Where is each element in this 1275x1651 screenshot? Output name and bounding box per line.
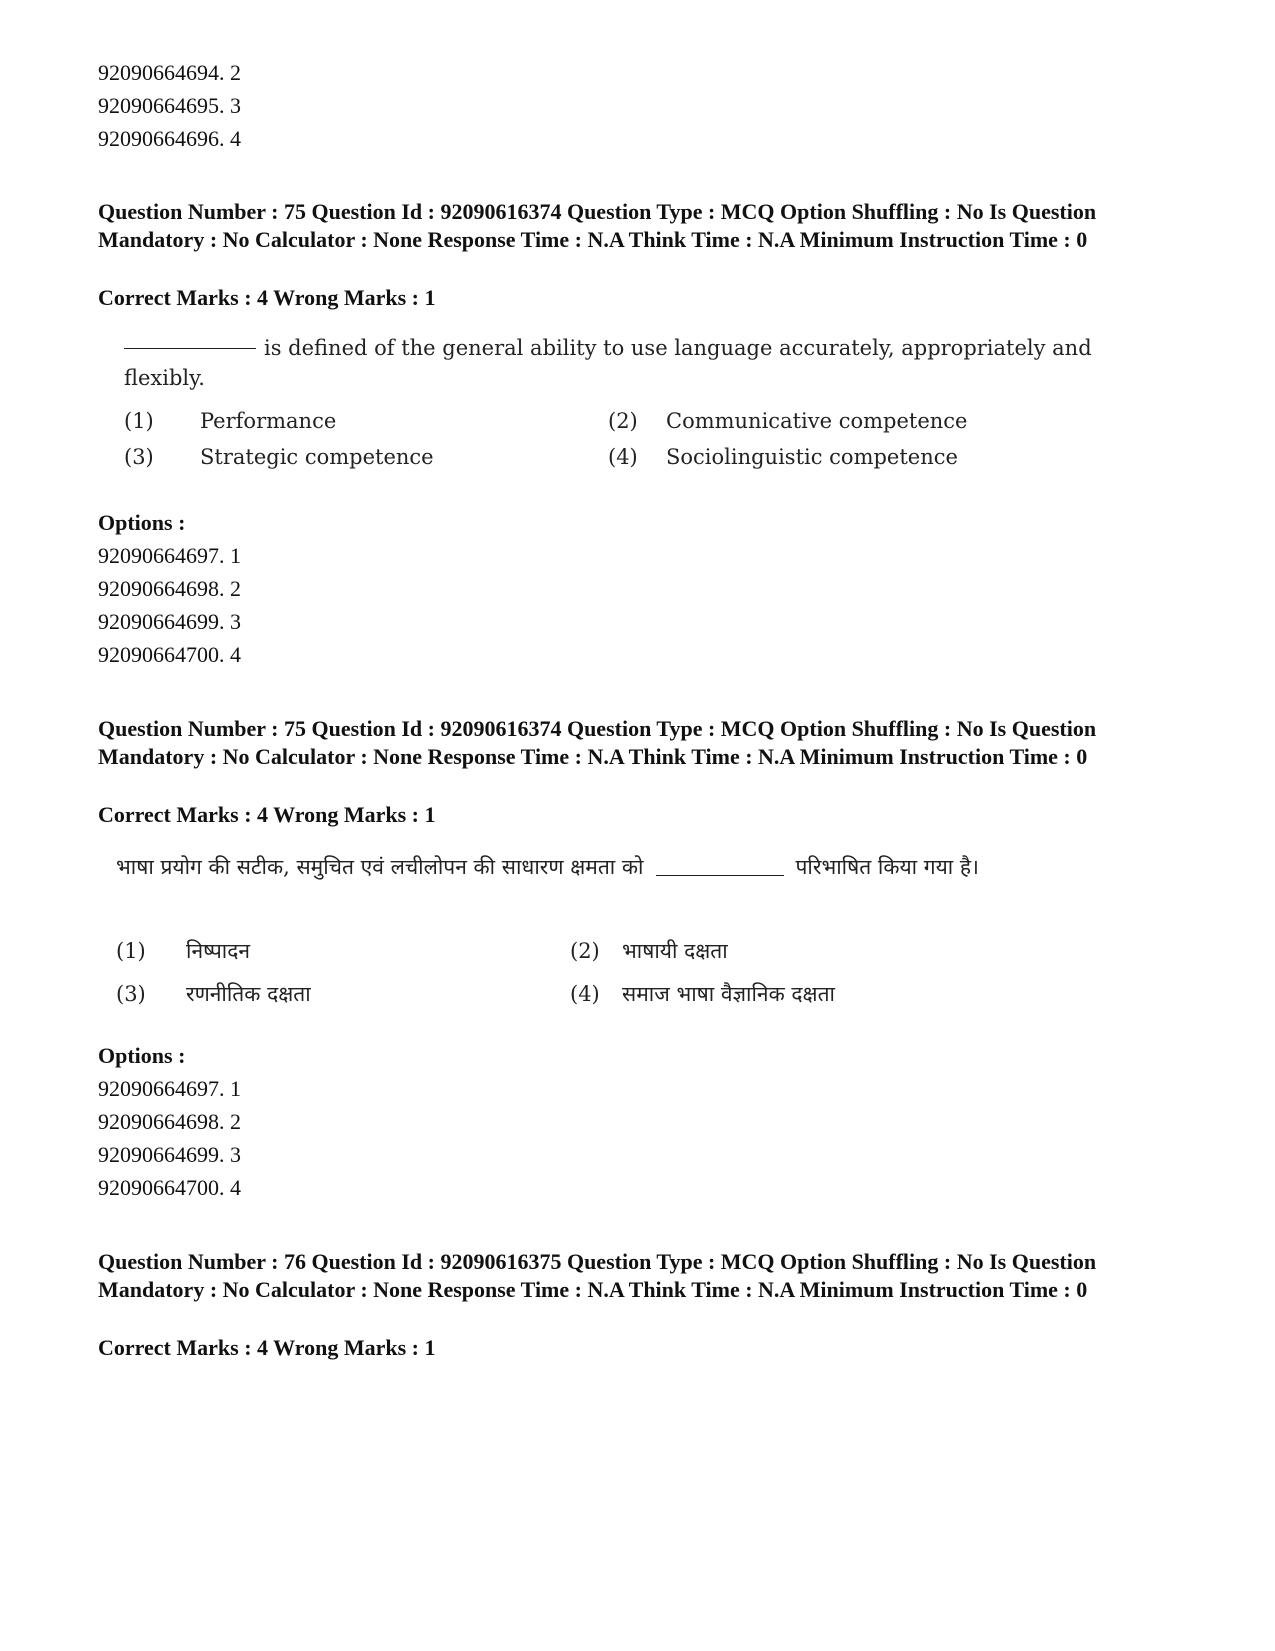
choice-4 xyxy=(608,444,958,470)
choice-1 xyxy=(124,408,336,434)
question-text xyxy=(116,850,1076,884)
choice-3 xyxy=(116,981,311,1007)
options-label: Options : xyxy=(98,510,186,535)
choice-text: रणनीतिक दक्षता xyxy=(186,982,311,1006)
option-line: 92090664696. 4 xyxy=(98,126,241,151)
answer-blank xyxy=(124,348,256,349)
option-line: 92090664700. 4 xyxy=(98,642,241,667)
question-statement-start: भाषा प्रयोग की सटीक, समुचित एवं लचीलोपन की साधारण क्षमता को xyxy=(116,855,644,879)
option-line: 92090664699. 3 xyxy=(98,1142,241,1167)
choice-number: (3) xyxy=(116,982,146,1006)
choice-text: भाषायी दक्षता xyxy=(622,939,728,963)
choice-number: (4) xyxy=(608,445,638,469)
question-header: Question Number : 76 Question Id : 92090616375 Question Type : MCQ Option Shuffling : No Is Question Mandatory : No Calculator : None Response Time : N.A Think Time : N.A Minimum Instruction Time : 0 xyxy=(98,1249,1097,1302)
choice-4 xyxy=(570,981,835,1007)
choice-text: Communicative competence xyxy=(666,409,968,433)
question-header: Question Number : 75 Question Id : 92090616374 Question Type : MCQ Option Shuffling : No Is Question Mandatory : No Calculator : None Response Time : N.A Think Time : N.A Minimum Instruction Time : 0 xyxy=(98,716,1097,769)
choice-text: निष्पादन xyxy=(186,939,251,963)
marks-line: Correct Marks : 4 Wrong Marks : 1 xyxy=(98,285,436,310)
question-text xyxy=(124,333,1114,393)
question-statement-end: परिभाषित किया गया है। xyxy=(795,855,979,879)
option-line: 92090664697. 1 xyxy=(98,1076,241,1101)
choice-number: (3) xyxy=(124,445,154,469)
option-line: 92090664698. 2 xyxy=(98,576,241,601)
option-line: 92090664699. 3 xyxy=(98,609,241,634)
option-line: 92090664697. 1 xyxy=(98,543,241,568)
choice-number: (2) xyxy=(608,409,638,433)
choice-number: (1) xyxy=(124,409,154,433)
option-line: 92090664695. 3 xyxy=(98,93,241,118)
choice-text: समाज भाषा वैज्ञानिक दक्षता xyxy=(622,982,835,1006)
question-header: Question Number : 75 Question Id : 92090616374 Question Type : MCQ Option Shuffling : No Is Question Mandatory : No Calculator : None Response Time : N.A Think Time : N.A Minimum Instruction Time : 0 xyxy=(98,199,1097,252)
choice-number: (2) xyxy=(570,939,600,963)
option-line: 92090664698. 2 xyxy=(98,1109,241,1134)
choice-2 xyxy=(608,408,967,434)
marks-line: Correct Marks : 4 Wrong Marks : 1 xyxy=(98,802,436,827)
answer-blank xyxy=(656,875,784,876)
option-line: 92090664694. 2 xyxy=(98,60,241,85)
question-statement: is defined of the general ability to use language accurately, appropriately and flexibly. xyxy=(124,336,1092,390)
options-label: Options : xyxy=(98,1043,186,1068)
option-line: 92090664700. 4 xyxy=(98,1175,241,1200)
marks-line: Correct Marks : 4 Wrong Marks : 1 xyxy=(98,1335,436,1360)
choice-text: Strategic competence xyxy=(200,445,434,469)
choice-text: Sociolinguistic competence xyxy=(666,445,958,469)
choice-number: (1) xyxy=(116,939,146,963)
choice-number: (4) xyxy=(570,982,600,1006)
choice-3 xyxy=(124,444,434,470)
choice-text: Performance xyxy=(200,409,337,433)
choice-2 xyxy=(570,938,728,964)
choice-1 xyxy=(116,938,250,964)
